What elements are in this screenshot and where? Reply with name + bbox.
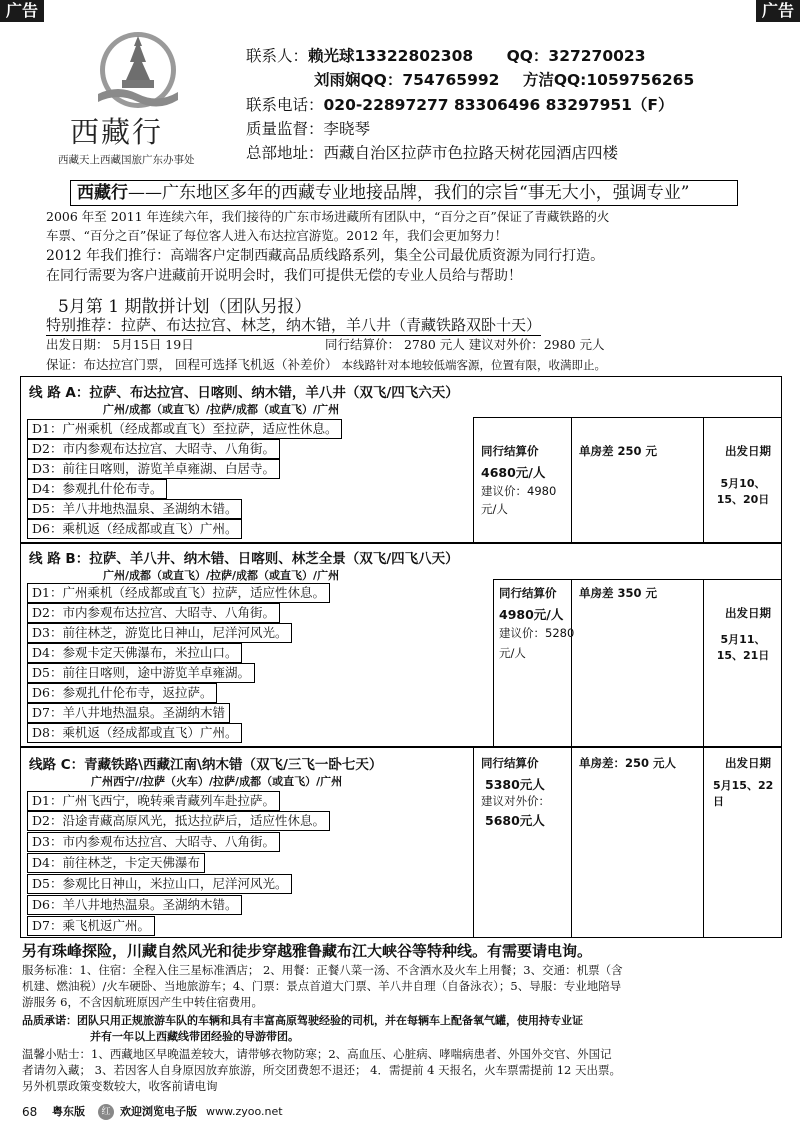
contact-person: 赖光球13322802308: [308, 47, 474, 65]
service-line: 服务标准：1、住宿：全程入住三星标准酒店； 2、用餐：正餐八菜一汤、不含酒水及火车上用餐；3、交通：机票（含: [22, 963, 623, 977]
page-number: 68: [22, 1105, 38, 1119]
contact-label: 联系人：: [246, 47, 309, 65]
headline-brand: 西藏行: [77, 183, 128, 203]
promise-line: 并有一年以上西藏线带团经验的导游带团。: [90, 1030, 299, 1043]
ad-tag-right: 广告: [756, 0, 800, 22]
contact-fang: 方洁QQ:1059756265: [522, 71, 695, 89]
route-a: [20, 376, 782, 544]
edition-badge-icon: 红: [98, 1104, 114, 1120]
route-a-sub: 广州/成都（或直飞）/拉萨/成都（或直飞）/广州: [103, 403, 340, 416]
divider: [493, 579, 781, 580]
day-row: D1：广州飞西宁，晚转乘青藏列车赴拉萨。: [27, 791, 280, 811]
ad-tag-left: 广告: [0, 0, 44, 22]
divider: [571, 579, 572, 747]
plan-guarantee: [46, 355, 606, 373]
day-row: D2：沿途青藏高原风光，抵达拉萨后，适应性休息。: [27, 811, 330, 831]
day-row: D2：市内参观布达拉宫、大昭寺、八角街。: [27, 603, 280, 623]
suggest-price: 建议对外价：: [481, 794, 550, 808]
suggest-unit: 元/人: [481, 502, 508, 516]
day-row: D8：乘机返（经成都或直飞）广州。: [27, 723, 242, 743]
service-line: 游服务 6，不含因航班原因产生中转住宿费用。: [22, 995, 263, 1009]
route-c-sub: 广州西宁//拉萨（火车）/拉萨/成都（或直飞）/广州: [91, 775, 343, 788]
depart-dates: 5月10、15、20日: [716, 477, 770, 506]
day-row: D6：羊八井地热温泉。圣湖纳木错。: [27, 895, 242, 915]
plan-depart: 出发日期： 5月15日 19日: [46, 337, 194, 352]
guarantee-text: 保证：布达拉宫门票， 回程可选择飞机返（补差价）: [46, 357, 338, 372]
route-c: [20, 746, 782, 938]
day-row: D4：参观扎什伦布寺。: [27, 479, 167, 499]
divider: [473, 417, 474, 543]
quality-value: 李晓琴: [323, 120, 371, 138]
quality-label: 质量监督：: [246, 120, 324, 138]
divider: [571, 417, 572, 543]
logo: [58, 28, 218, 168]
suggest-unit: 5680元人: [485, 813, 545, 828]
divider: [703, 417, 704, 543]
hq-value: 西藏自治区拉萨市色拉路天树花园酒店四楼: [323, 144, 619, 162]
day-row: D2：市内参观布达拉宫、大昭寺、八角街。: [27, 439, 280, 459]
suggest-label: 建议价：4980: [481, 484, 557, 498]
tips-line: 者请勿入藏； 3、若因客人自身原因放弃旅游，所交团费恕不退还； 4．需提前 4 天报名，火车票需提前 12 天出票。: [22, 1063, 622, 1077]
contact-phone: [246, 93, 674, 115]
route-b-sub: 广州/成都（或直飞）/拉萨/成都（或直飞）/广州: [103, 569, 340, 582]
day-row: D3：市内参观布达拉宫、大昭寺、八角街。: [27, 832, 280, 852]
suggest-price: [481, 483, 556, 499]
contact-line-1: [246, 44, 645, 66]
plan-price: 同行结算价： 2780 元人 建议对外价：2980 元人: [325, 337, 605, 352]
price-label: 同行结算价: [481, 444, 539, 458]
depart-dates: 5月11、15、21日: [716, 633, 770, 662]
intro-p2b: 在同行需要为客户进藏前开说明会时，我们可提供无偿的专业人员给与帮助！: [46, 268, 522, 284]
stupa-logo-icon: [78, 28, 198, 118]
edition: 粤东版: [52, 1105, 85, 1118]
contact-liu: 刘雨娴QQ：754765992: [314, 71, 500, 89]
headline-text: ——广东地区多年的西藏专业地接品牌，我们的宗旨“事无大小，强调专业”: [128, 183, 690, 203]
plan-special: 特别推荐：拉萨、布达拉宫、林芝，纳木错，羊八井（青藏铁路双卧十天）: [46, 316, 542, 334]
divider: [493, 579, 494, 747]
day-row: D3：前往日喀则，游览羊卓雍湖、白居寺。: [27, 459, 280, 479]
intro-p1b: 车票、“百分之百”保证了每位客人进入布达拉宫游览。2012 年，我们会更加努力！: [46, 228, 508, 243]
day-row: D5：参观比日神山，米拉山口，尼洋河风光。: [27, 874, 292, 894]
guarantee-note: 本线路针对本地较低端客源，位置有限，收满即止。: [341, 358, 606, 372]
promise-line: 品质承诺：团队只用正规旅游车队的车辆和具有丰富高原驾驶经验的司机，并在每辆车上配备氧气罐，使用持专业证: [22, 1014, 583, 1027]
day-row: D5：前往日喀则，途中游览羊卓雍湖。: [27, 663, 255, 683]
phone-label: 联系电话：: [246, 96, 324, 114]
route-b-title: 线 路 B：拉萨、羊八井、纳木错、日喀则、林芝全景（双飞/四飞八天）: [29, 551, 459, 567]
price-value: 4980元/人: [499, 607, 564, 622]
bottom-bar: [0, 1100, 800, 1124]
special-lines: 另有珠峰探险，川藏自然风光和徒步穿越雅鲁藏布江大峡谷等特种线。有需要请电询。: [22, 942, 593, 960]
bottom-text: 欢迎浏览电子版: [120, 1105, 197, 1118]
day-row: D7：乘飞机返广州。: [27, 916, 155, 936]
divider: [703, 747, 704, 937]
day-row: D7：羊八井地热温泉。圣湖纳木错: [27, 703, 230, 723]
phone-value: 020-22897277 83306496 83297951（F）: [323, 96, 674, 114]
intro-p1a: 2006 年至 2011 年连续六年，我们接待的广东市场进藏所有团队中，“百分之百”保证了青藏铁路的火: [46, 209, 610, 224]
depart-dates: 5月15、22日: [713, 779, 774, 808]
logo-name: 西藏行: [70, 115, 164, 149]
depart-label: 出发日期: [725, 444, 771, 458]
route-a-title: 线 路 A：拉萨、布达拉宫、日喀则、纳木错，羊八井（双飞/四飞六天）: [29, 385, 459, 401]
single-room: 单房差 250 元: [579, 444, 658, 458]
single-room: 单房差 350 元: [579, 586, 658, 600]
day-row: D4：参观卡定天佛瀑布，米拉山口。: [27, 643, 242, 663]
divider: [473, 747, 474, 937]
divider: [473, 417, 781, 418]
plan-title: 5月第 1 期散拼计划（团队另报）: [58, 297, 312, 317]
day-row: D5：羊八井地热温泉、圣湖纳木错。: [27, 499, 242, 519]
contact-qq: QQ：327270023: [506, 47, 646, 65]
price-value: 4680元/人: [481, 465, 546, 480]
divider: [703, 579, 704, 747]
day-row: D6：参观扎什伦布寺，返拉萨。: [27, 683, 217, 703]
headline: [70, 180, 738, 206]
logo-subtitle: 西藏天上西藏国旅广东办事处: [58, 154, 195, 166]
route-b: [20, 542, 782, 748]
contact-quality: [246, 117, 370, 139]
contact-hq: [246, 141, 618, 163]
single-room: 单房差：250 元人: [579, 756, 677, 770]
suggest-price: 建议价：5280: [499, 626, 575, 640]
hq-label: 总部地址：: [246, 144, 324, 162]
depart-label: 出发日期: [725, 606, 771, 620]
site-url[interactable]: www.zyoo.net: [206, 1105, 283, 1118]
day-row: D4：前往林芝，卡定天佛瀑布: [27, 853, 205, 873]
day-row: D1：广州乘机（经成都或直飞）至拉萨，适应性休息。: [27, 419, 342, 439]
contact-line-2: [314, 68, 694, 90]
day-row: D1：广州乘机（经成都或直飞）拉萨，适应性休息。: [27, 583, 330, 603]
price-label: 同行结算价: [499, 586, 557, 600]
service-line: 机建、燃油税）/火车硬卧、当地旅游车；4、门票：景点首道大门票、羊八井自理（自备泳衣）；5、导服：专业地陪导: [22, 979, 622, 993]
day-row: D6：乘机返（经成都或直飞）广州。: [27, 519, 242, 539]
tips-line: 温馨小贴士：1、西藏地区早晚温差较大，请带够衣物防寒；2、高血压、心脏病、哮喘病患者、外国外交官、外国记: [22, 1047, 612, 1061]
tips-line: 另外机票政策变数较大，收客前请电询: [22, 1079, 218, 1093]
price-value: 5380元人: [485, 777, 545, 792]
day-row: D3：前往林芝，游览比日神山，尼洋河风光。: [27, 623, 292, 643]
suggest-unit: 元/人: [499, 646, 526, 660]
divider: [571, 747, 572, 937]
price-label: 同行结算价: [481, 756, 539, 770]
route-c-title: 线路 C：青藏铁路\西藏江南\纳木错（双飞/三飞一卧七天）: [29, 757, 383, 773]
depart-label: 出发日期: [725, 756, 771, 770]
intro-p2a: 2012 年我们推行：高端客户定制西藏高品质线路系列，集全公司最优质资源为同行打造。: [46, 248, 605, 264]
